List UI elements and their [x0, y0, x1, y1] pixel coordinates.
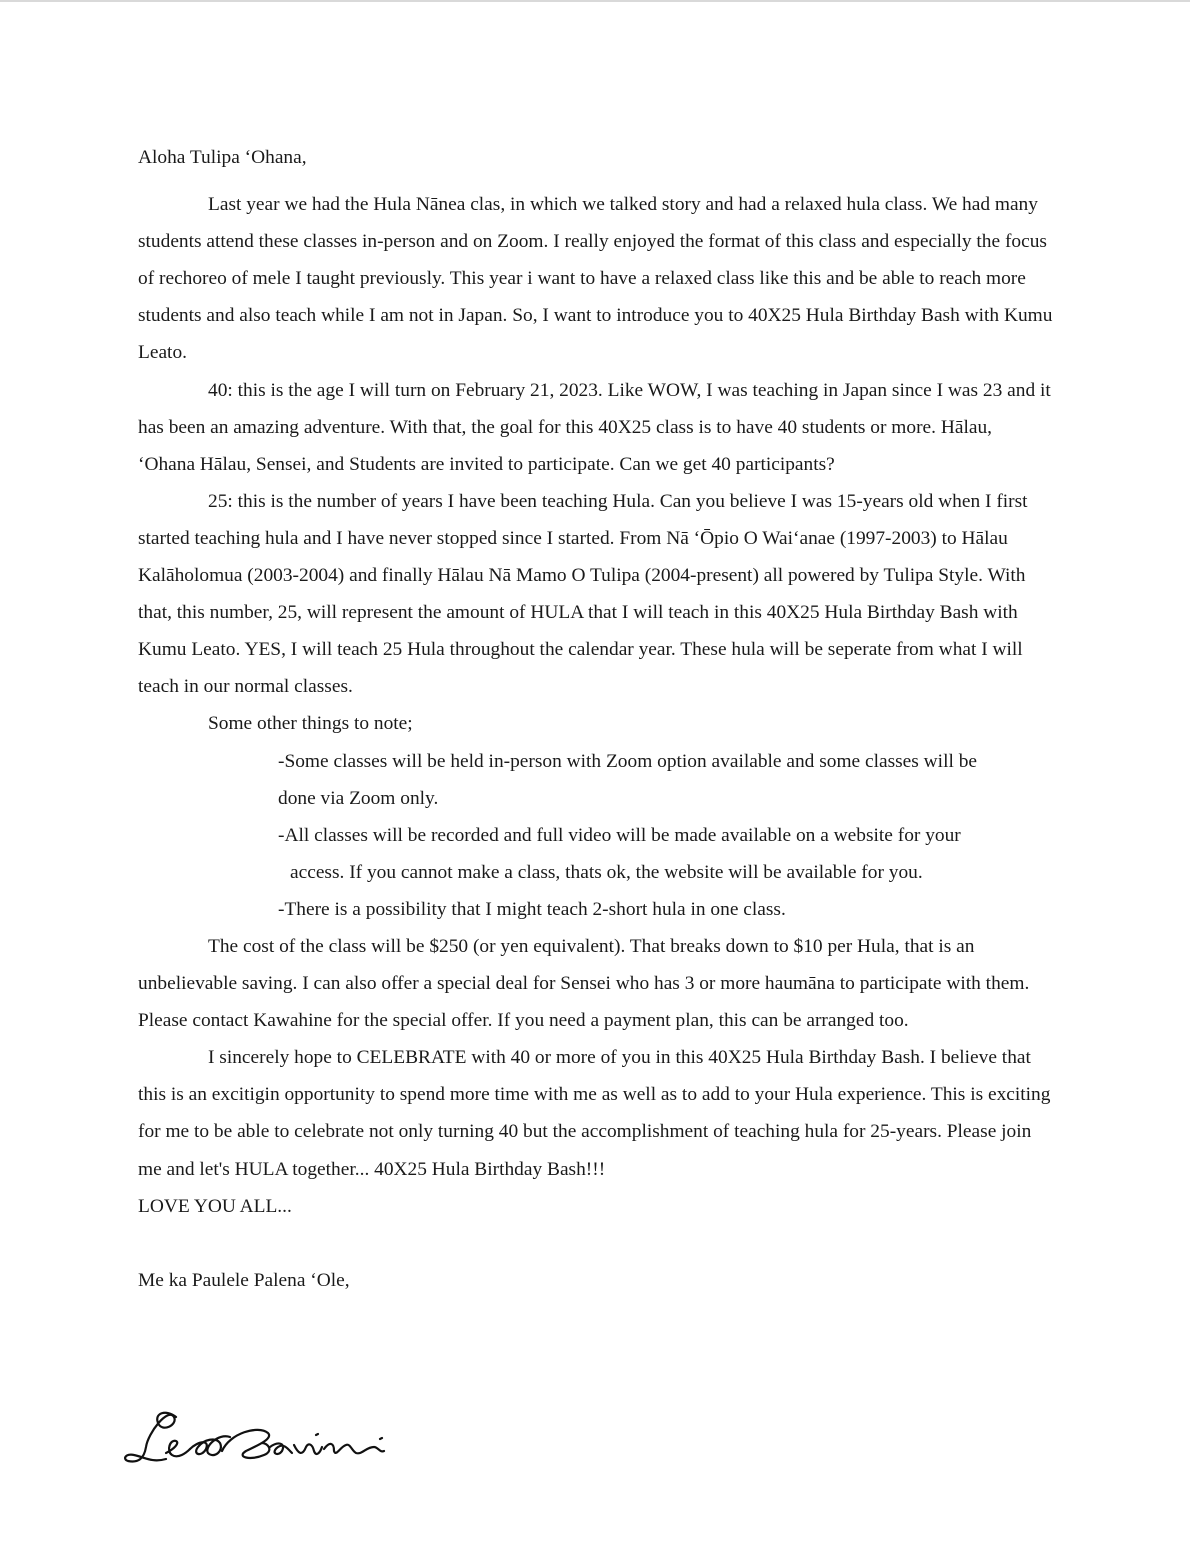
- note-item: -There is a possibility that I might teach 2-short hula in one class.: [278, 898, 786, 920]
- signature-ink: [118, 1403, 408, 1481]
- note-item: -All classes will be recorded and full video will be made available on a website for your access. If you cannot make a class, thats ok, the website will be available for you.: [278, 824, 961, 883]
- letter-body: [138, 139, 1053, 1299]
- note-item: -Some classes will be held in-person with Zoom option available and some classes will be done via Zoom only.: [278, 750, 977, 809]
- notes-list: [138, 743, 1053, 928]
- signoff: Me ka Paulele Palena ‘Ole,: [138, 1269, 350, 1291]
- paragraph-cost: The cost of the class will be $250 (or yen equivalent). That breaks down to $10 per Hula, that is an unbelievable saving. I can also offer a special deal for Sensei who has 3 or more haumāna to participate with them. Please contact Kawahine for the special offer. If you need a payment plan, this can be arranged too.: [138, 935, 1030, 1032]
- notes-intro: Some other things to note;: [208, 713, 413, 735]
- salutation: Aloha Tulipa ‘Ohana,: [138, 147, 307, 168]
- handwritten-signature: [118, 1403, 408, 1481]
- love-line: LOVE YOU ALL...: [138, 1195, 292, 1217]
- page-top-border: [0, 0, 1190, 2]
- paragraph-intro: Last year we had the Hula Nānea clas, in which we talked story and had a relaxed hula class. We had many students attend these classes in-person and on Zoom. I really enjoyed the format of this class and especially the focus of rechoreo of mele I taught previously. This year i want to have a relaxed class like this and be able to reach more students and also teach while I am not in Japan. So, I want to introduce you to 40X25 Hula Birthday Bash with Kumu Leato.: [138, 194, 1053, 364]
- paragraph-closing: I sincerely hope to CELEBRATE with 40 or more of you in this 40X25 Hula Birthday Bash. I believe that this is an excitigin opportunity to spend more time with me as well as to add to your Hula experience. This is exciting for me to be able to celebrate not only turning 40 but the accomplishment of teaching hula for 25-years. Please join me and let's HULA together... 40X25 Hula Birthday Bash!!!: [138, 1047, 1051, 1180]
- paragraph-40: 40: this is the age I will turn on February 21, 2023. Like WOW, I was teaching in Japan since I was 23 and it has been an amazing adventure. With that, the goal for this 40X25 class is to have 40 students or more. Hālau, ‘Ohana Hālau, Sensei, and Students are invited to participate. Can we get 40 participants?: [138, 379, 1051, 475]
- paragraph-25: 25: this is the number of years I have been teaching Hula. Can you believe I was 15-years old when I first started teaching hula and I have never stopped since I started. From Nā ‘Ōpio O Wai‘anae (1997-2003) to Hālau Kalāholomua (2003-2004) and finally Hālau Nā Mamo O Tulipa (2004-present) all powered by Tulipa Style. With that, this number, 25, will represent the amount of HULA that I will teach in this 40X25 Hula Birthday Bash with Kumu Leato. YES, I will teach 25 Hula throughout the calendar year. These hula will be seperate from what I will teach in our normal classes.: [138, 490, 1028, 698]
